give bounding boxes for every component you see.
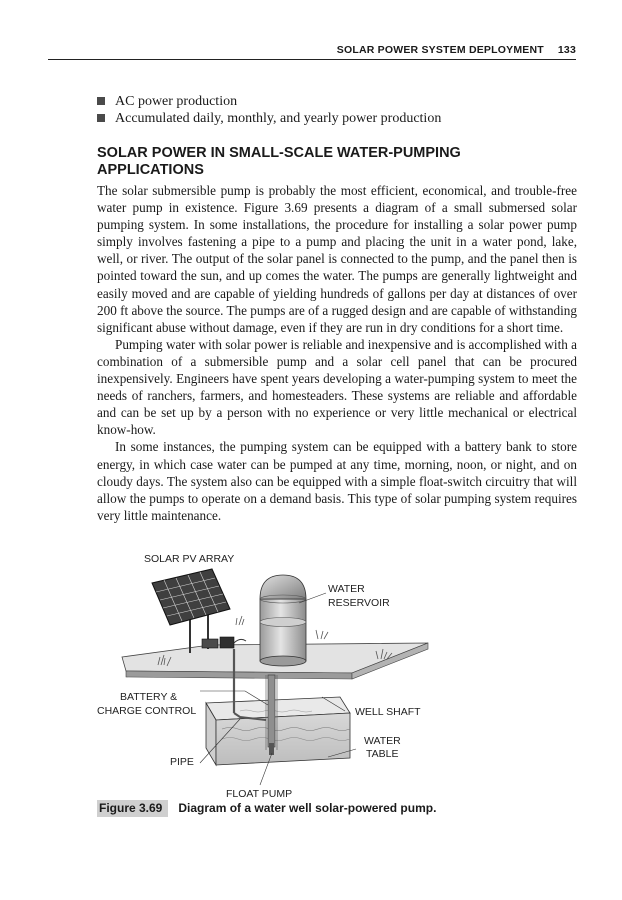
label-float-pump: FLOAT PUMP bbox=[226, 788, 293, 800]
label-water-reservoir: WATER bbox=[328, 583, 365, 595]
section-title-line: APPLICATIONS bbox=[97, 162, 204, 178]
bullet-text: AC power production bbox=[115, 94, 238, 109]
label-battery: BATTERY & bbox=[120, 691, 178, 703]
label-solar-pv-array: SOLAR PV ARRAY bbox=[144, 553, 235, 565]
solar-pv-array bbox=[152, 569, 230, 653]
label-water-table: WATER bbox=[364, 735, 401, 747]
paragraph: Pumping water with solar power is reliable and inexpensive and is accomplished with a combination of a submersible pump and a solar cell panel that can be procured inexpensively. Engineers have spent years developing a water-pumping system to meet the needs of ranchers, farmers, and homesteaders. These systems are reliable and affordable and can be set up by a person with no experience or very little mechanical or electrical know-how. bbox=[97, 336, 577, 438]
header-rule bbox=[48, 59, 576, 60]
figure-number: Figure 3.69 bbox=[97, 800, 168, 817]
square-bullet-icon bbox=[97, 114, 105, 122]
running-head-title: SOLAR POWER SYSTEM DEPLOYMENT bbox=[336, 44, 544, 56]
bullet-list bbox=[97, 93, 577, 127]
water-table-block bbox=[206, 697, 350, 765]
figure-caption bbox=[97, 800, 497, 817]
body-text bbox=[97, 182, 577, 524]
section-title-line: SOLAR POWER IN SMALL-SCALE WATER-PUMPING bbox=[97, 145, 461, 161]
label-charge-control: CHARGE CONTROL bbox=[97, 705, 197, 717]
bullet-text: Accumulated daily, monthly, and yearly power production bbox=[115, 111, 442, 126]
water-pump-diagram bbox=[90, 545, 490, 800]
label-water-reservoir: RESERVOIR bbox=[328, 597, 390, 609]
section-title bbox=[97, 145, 577, 179]
page-number: 133 bbox=[557, 44, 576, 56]
paragraph: In some instances, the pumping system can be equipped with a battery bank to store energy, in which case water can be pumped at any time, morning, noon, or night, and on cloudy days. The system also can be equipped with a simple float-switch circuitry that will allow the pumps to operate on a demand basis. This type of solar pumping system requires very little maintenance. bbox=[97, 439, 577, 523]
figure-caption-text: Diagram of a water well solar-powered pump. bbox=[178, 801, 437, 815]
bullet-item bbox=[97, 93, 577, 110]
label-well-shaft: WELL SHAFT bbox=[355, 706, 421, 718]
square-bullet-icon bbox=[97, 97, 105, 105]
label-pipe: PIPE bbox=[170, 756, 194, 768]
bullet-item bbox=[97, 110, 577, 127]
label-water-table: TABLE bbox=[366, 748, 399, 760]
paragraph: The solar submersible pump is probably the most efficient, economical, and trouble-free water pump in existence. Figure 3.69 presents a diagram of a small submersed solar pumping system. In some installations, the procedure for installing a solar power pump simply involves fastening a pipe to a pump and placing the unit in a water pond, lake, well, or river. The output of the solar panel is connected to the pump, and the panel then is pointed toward the sun, and up comes the water. The pumps are generally lightweight and easily moved and are capable of yielding hundreds of gallons per day at distances of over 200 ft above the source. The pumps are of a rugged design and are capable of withstanding significant abuse without damage, even if they are run in dry conditions for a short time. bbox=[97, 183, 577, 335]
water-reservoir bbox=[260, 575, 306, 666]
running-head bbox=[48, 44, 576, 56]
